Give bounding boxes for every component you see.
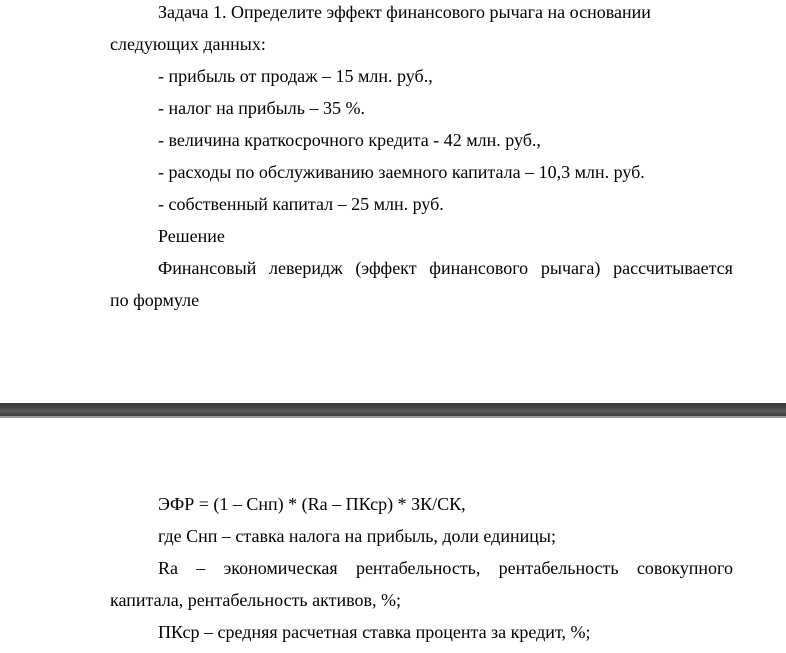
intro-word: рычага) <box>540 258 601 278</box>
pk-definition: ПКср – средняя расчетная ставка процента за кредит, %; <box>158 622 591 642</box>
intro-paragraph-line1 <box>158 257 733 279</box>
ra-word: совокупного <box>636 558 733 578</box>
ra-word: экономическая <box>223 558 338 578</box>
formula: ЭФР = (1 – Снп) * (Ra – ПКср) * ЗК/СК, <box>158 494 466 514</box>
intro-word: финансового <box>429 258 529 278</box>
intro-word: леверидж <box>269 258 343 278</box>
ra-word: рентабельность <box>498 558 619 578</box>
ra-word: рентабельность, <box>355 558 481 578</box>
task-title: Задача 1. Определите эффект финансового рычага на основании <box>158 2 651 22</box>
where-line: где Снп – ставка налога на прибыль, доли единицы; <box>158 526 556 546</box>
intro-word: (эффект <box>355 258 417 278</box>
task-title-continued: следующих данных: <box>110 34 266 54</box>
list-item: - прибыль от продаж – 15 млн. руб., <box>158 66 433 86</box>
list-item: - расходы по обслуживанию заемного капитала – 10,3 млн. руб. <box>158 162 645 182</box>
ra-word: Ra <box>158 558 178 578</box>
intro-paragraph-line2: по формуле <box>110 290 200 310</box>
intro-word: рассчитывается <box>613 258 733 278</box>
ra-definition-line1 <box>158 557 733 579</box>
ra-definition-line2: капитала, рентабельность активов, %; <box>110 590 402 610</box>
list-item: - собственный капитал – 25 млн. руб. <box>158 194 444 214</box>
solution-heading: Решение <box>158 226 225 246</box>
ra-word: – <box>196 558 206 578</box>
list-item: - налог на прибыль – 35 %. <box>158 98 365 118</box>
page-separator <box>0 403 786 416</box>
intro-word: Финансовый <box>158 258 257 278</box>
list-item: - величина краткосрочного кредита - 42 млн. руб., <box>158 130 541 150</box>
